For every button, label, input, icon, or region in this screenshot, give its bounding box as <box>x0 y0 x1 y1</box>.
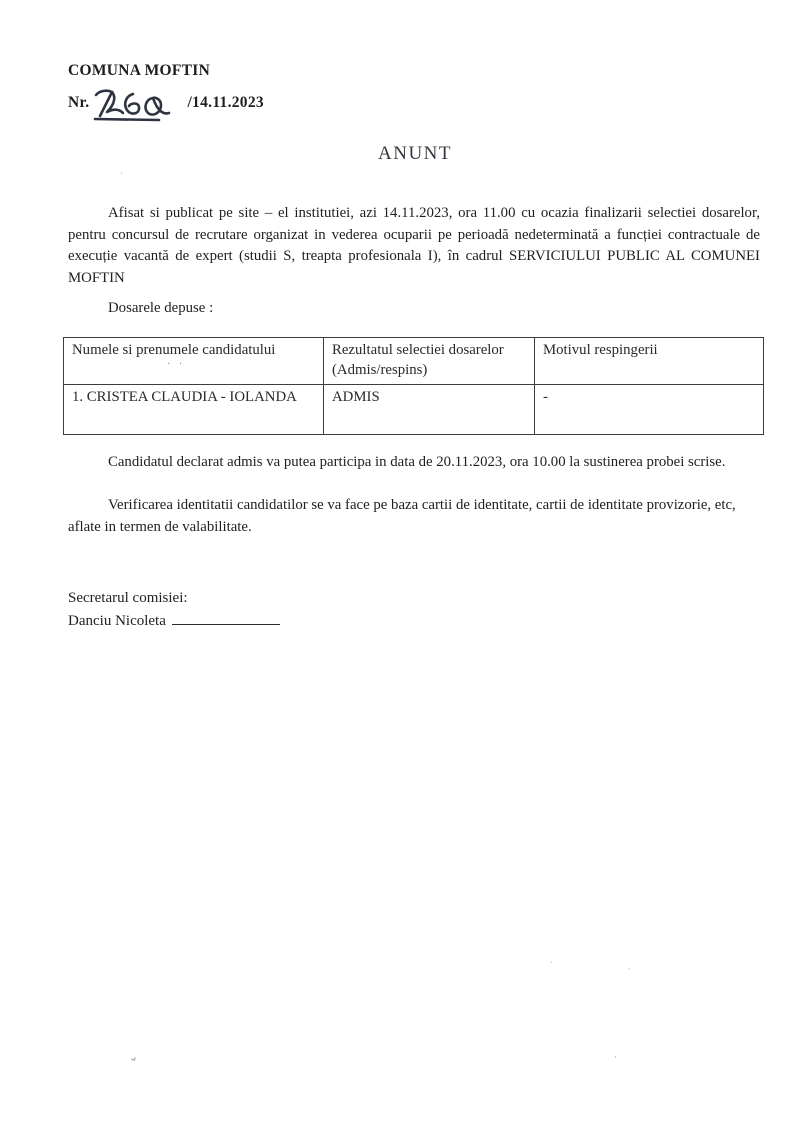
signer-name: Danciu Nicoleta <box>68 612 166 629</box>
signature-block <box>68 588 280 632</box>
dossiers-label: Dosarele depuse : <box>108 300 214 316</box>
table-row <box>64 385 764 435</box>
cell-selection-result: ADMIS <box>324 385 535 435</box>
signer-role: Secretarul comisiei: <box>68 590 188 606</box>
scan-artifact: · <box>120 168 123 178</box>
registration-date: /14.11.2023 <box>187 94 264 111</box>
header-cell-rejection-reason: Motivul respingerii <box>535 338 764 385</box>
scan-artifact: · <box>550 958 553 967</box>
header-cell-selection-result: Rezultatul selectiei dosarelor (Admis/respins) <box>324 338 535 385</box>
scan-artifact: ⌄ <box>125 1048 140 1066</box>
registration-number-prefix: Nr. <box>68 94 90 111</box>
registration-number-line <box>68 82 264 116</box>
document-header <box>68 60 264 116</box>
scan-artifact: · <box>614 1052 617 1062</box>
scan-artifact: · <box>628 965 631 973</box>
organization-name: COMUNA MOFTIN <box>68 62 211 79</box>
admitted-candidate-paragraph: Candidatul declarat admis va putea participa in data de 20.11.2023, ora 10.00 la sustinerea probei scrise. <box>108 454 726 470</box>
cell-candidate-name: 1. CRISTEA CLAUDIA - IOLANDA <box>64 385 324 435</box>
handwritten-registration-number <box>93 86 185 122</box>
signer-name-line <box>68 610 280 633</box>
identity-verification-paragraph: Verificarea identitatii candidatilor se va face pe baza cartii de identitate, cartii de identitate provizorie, etc, aflate in termen de valabilitate. <box>68 497 736 535</box>
header-cell-candidate-name: Numele si prenumele candidatului · · <box>64 338 324 385</box>
table-header-row <box>64 338 764 385</box>
cell-rejection-reason: - <box>535 385 764 435</box>
intro-paragraph: Afisat si publicat pe site – el institutiei, azi 14.11.2023, ora 11.00 cu ocazia finalizarii selectiei dosarelor, pentru concursul de recrutare organizat in vederea ocuparii pe perioadă nedeterminată a funcției contractuale de execuție vacantă de expert (studii S, treapta profesionala I), în cadrul SERVICIULUI PUBLIC AL COMUNEI MOFTIN <box>68 205 760 286</box>
signature-line <box>172 610 280 625</box>
handwritten-ink-icon <box>93 86 185 122</box>
pencil-mark: · · <box>167 358 186 370</box>
candidates-results-table <box>63 337 764 435</box>
document-title: ANUNT <box>378 143 452 164</box>
